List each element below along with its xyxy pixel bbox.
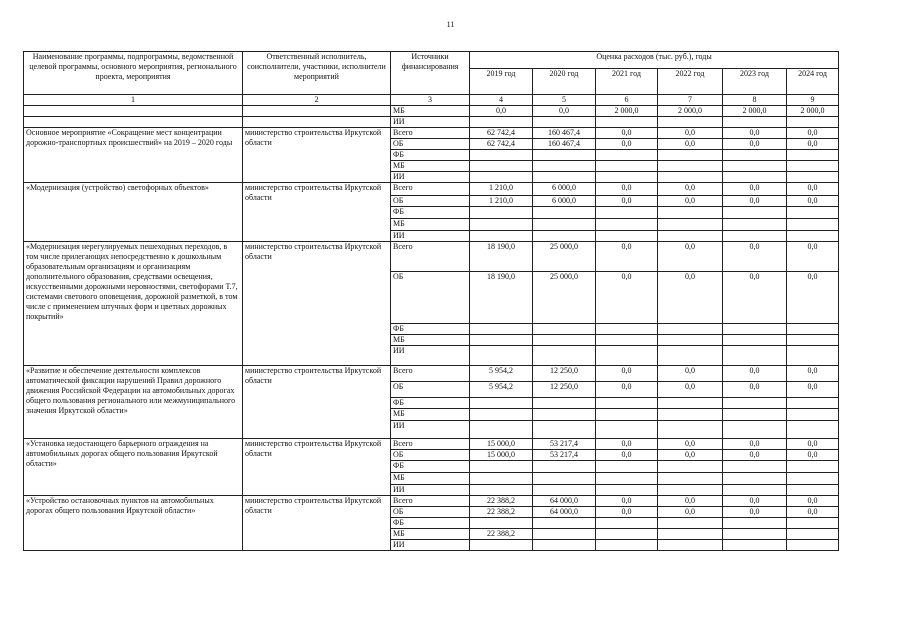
value-cell — [658, 346, 723, 366]
value-cell — [723, 117, 787, 128]
value-cell — [596, 335, 658, 346]
value-cell: 0,0 — [787, 183, 839, 196]
value-cell — [723, 518, 787, 529]
source-cell: МБ — [391, 529, 470, 540]
source-cell: МБ — [391, 161, 470, 172]
value-cell — [787, 324, 839, 335]
measure-name: «Развитие и обеспечение деятельности комплексов автоматической фиксации нарушений Правил дорожного движения Российской Федерации на автомобильных дорогах общего пользования регионального или межмуниципального значения Иркутской области» — [24, 366, 243, 439]
source-cell: ОБ — [391, 450, 470, 461]
column-number: 6 — [596, 95, 658, 106]
value-cell: 22 388,2 — [470, 496, 533, 507]
value-cell: 160 467,4 — [533, 128, 596, 139]
value-cell — [787, 473, 839, 485]
value-cell: 0,0 — [596, 366, 658, 382]
value-cell — [470, 219, 533, 231]
value-cell — [470, 324, 533, 335]
value-cell — [470, 207, 533, 219]
value-cell — [787, 518, 839, 529]
value-cell — [723, 540, 787, 551]
value-cell — [787, 461, 839, 473]
source-cell: МБ — [391, 409, 470, 421]
page-number: 11 — [446, 20, 455, 29]
value-cell: 2 000,0 — [787, 106, 839, 117]
value-cell — [470, 473, 533, 485]
value-cell: 25 000,0 — [533, 272, 596, 324]
source-cell: ИИ — [391, 346, 470, 366]
value-cell: 0,0 — [723, 507, 787, 518]
value-cell: 0,0 — [787, 507, 839, 518]
value-cell — [533, 540, 596, 551]
value-cell — [470, 409, 533, 421]
value-cell: 0,0 — [787, 382, 839, 398]
value-cell — [787, 161, 839, 172]
value-cell — [470, 161, 533, 172]
header-year: 2022 год — [658, 69, 723, 95]
value-cell: 15 000,0 — [470, 439, 533, 450]
source-cell: ФБ — [391, 518, 470, 529]
source-cell: ОБ — [391, 196, 470, 207]
value-cell — [723, 485, 787, 496]
value-cell: 0,0 — [787, 139, 839, 150]
value-cell — [658, 117, 723, 128]
column-number: 9 — [787, 95, 839, 106]
value-cell — [787, 207, 839, 219]
value-cell — [596, 219, 658, 231]
measure-executor: министерство строительства Иркутской области — [243, 128, 391, 183]
value-cell — [533, 231, 596, 242]
value-cell: 22 388,2 — [470, 507, 533, 518]
header-year: 2019 год — [470, 69, 533, 95]
value-cell — [658, 409, 723, 421]
value-cell — [723, 346, 787, 366]
value-cell: 0,0 — [787, 242, 839, 272]
source-cell: ФБ — [391, 207, 470, 219]
value-cell — [533, 409, 596, 421]
name-cell — [24, 117, 243, 128]
value-cell — [470, 421, 533, 439]
value-cell — [787, 172, 839, 183]
value-cell — [658, 540, 723, 551]
header-estimate: Оценка расходов (тыс. руб.), годы — [470, 52, 839, 69]
value-cell — [533, 219, 596, 231]
value-cell — [596, 172, 658, 183]
source-cell: МБ — [391, 473, 470, 485]
table-row — [24, 183, 839, 196]
value-cell — [723, 421, 787, 439]
value-cell: 22 388,2 — [470, 529, 533, 540]
table-row — [24, 366, 839, 382]
value-cell — [596, 346, 658, 366]
value-cell — [658, 324, 723, 335]
value-cell: 160 467,4 — [533, 139, 596, 150]
value-cell — [470, 461, 533, 473]
value-cell — [723, 398, 787, 409]
value-cell: 0,0 — [787, 196, 839, 207]
value-cell: 0,0 — [658, 507, 723, 518]
value-cell: 0,0 — [723, 242, 787, 272]
value-cell — [658, 518, 723, 529]
value-cell — [533, 117, 596, 128]
value-cell — [533, 398, 596, 409]
measure-name: «Модернизация нерегулируемых пешеходных переходов, в том числе прилегающих непосредственно к дошкольным образовательным организациям и организациям дополнительного образования, средствами освещения, искусственными дорожными неровностями, светофорами Т.7, системами светового оповещения, дорожной разметкой, в том числе с применением штучных форм и цветных дорожных покрытий» — [24, 242, 243, 366]
value-cell: 0,0 — [596, 382, 658, 398]
value-cell — [787, 485, 839, 496]
value-cell — [787, 219, 839, 231]
value-cell: 0,0 — [658, 382, 723, 398]
source-cell: ФБ — [391, 461, 470, 473]
source-cell: ИИ — [391, 231, 470, 242]
value-cell: 64 000,0 — [533, 507, 596, 518]
value-cell: 0,0 — [723, 496, 787, 507]
measure-executor: министерство строительства Иркутской области — [243, 183, 391, 242]
value-cell: 0,0 — [596, 196, 658, 207]
name-cell — [24, 106, 243, 117]
value-cell: 0,0 — [787, 450, 839, 461]
column-number: 2 — [243, 95, 391, 106]
value-cell — [596, 117, 658, 128]
column-number: 8 — [723, 95, 787, 106]
source-cell: МБ — [391, 219, 470, 231]
value-cell — [596, 324, 658, 335]
measure-name: Основное мероприятие «Сокращение мест концентрации дорожно-транспортных происшествий» на 2019 – 2020 годы — [24, 128, 243, 183]
value-cell: 0,0 — [723, 139, 787, 150]
value-cell — [533, 473, 596, 485]
value-cell — [658, 231, 723, 242]
table-row — [24, 128, 839, 139]
value-cell — [470, 398, 533, 409]
source-cell: ФБ — [391, 324, 470, 335]
value-cell: 25 000,0 — [533, 242, 596, 272]
value-cell — [533, 421, 596, 439]
value-cell — [658, 529, 723, 540]
value-cell: 1 210,0 — [470, 183, 533, 196]
value-cell: 0,0 — [723, 128, 787, 139]
value-cell — [723, 207, 787, 219]
source-cell: ИИ — [391, 485, 470, 496]
value-cell — [533, 161, 596, 172]
value-cell — [787, 540, 839, 551]
value-cell: 53 217,4 — [533, 439, 596, 450]
table-row — [24, 439, 839, 450]
value-cell — [658, 421, 723, 439]
value-cell — [470, 485, 533, 496]
source-cell: Всего — [391, 366, 470, 382]
value-cell: 12 250,0 — [533, 382, 596, 398]
value-cell — [470, 518, 533, 529]
expense-table — [23, 51, 839, 551]
value-cell — [533, 346, 596, 366]
value-cell — [658, 150, 723, 161]
value-cell — [787, 421, 839, 439]
value-cell — [470, 172, 533, 183]
value-cell — [596, 161, 658, 172]
value-cell — [470, 346, 533, 366]
value-cell: 0,0 — [658, 196, 723, 207]
value-cell — [658, 161, 723, 172]
header-year: 2023 год — [723, 69, 787, 95]
value-cell: 0,0 — [723, 382, 787, 398]
value-cell — [723, 461, 787, 473]
value-cell — [723, 335, 787, 346]
value-cell — [787, 150, 839, 161]
value-cell — [596, 485, 658, 496]
value-cell — [533, 518, 596, 529]
value-cell — [658, 473, 723, 485]
value-cell — [533, 485, 596, 496]
value-cell — [470, 540, 533, 551]
table-row — [24, 496, 839, 507]
value-cell: 18 190,0 — [470, 272, 533, 324]
column-number: 5 — [533, 95, 596, 106]
value-cell — [723, 172, 787, 183]
value-cell: 6 000,0 — [533, 196, 596, 207]
value-cell — [787, 231, 839, 242]
value-cell — [596, 421, 658, 439]
executor-cell — [243, 106, 391, 117]
value-cell — [787, 409, 839, 421]
value-cell: 0,0 — [658, 183, 723, 196]
value-cell — [596, 473, 658, 485]
value-cell — [533, 461, 596, 473]
value-cell: 0,0 — [658, 439, 723, 450]
value-cell — [658, 398, 723, 409]
value-cell — [787, 398, 839, 409]
source-cell: МБ — [391, 335, 470, 346]
value-cell: 15 000,0 — [470, 450, 533, 461]
value-cell — [470, 231, 533, 242]
value-cell: 0,0 — [658, 366, 723, 382]
value-cell — [787, 335, 839, 346]
value-cell: 0,0 — [723, 183, 787, 196]
value-cell — [470, 150, 533, 161]
header-executor: Ответственный исполнитель, соисполнители, участники, исполнители мероприятий — [243, 52, 391, 95]
value-cell: 0,0 — [596, 496, 658, 507]
table-row — [24, 117, 839, 128]
value-cell — [533, 324, 596, 335]
source-cell: ОБ — [391, 272, 470, 324]
value-cell: 0,0 — [787, 496, 839, 507]
value-cell: 0,0 — [596, 128, 658, 139]
value-cell: 5 954,2 — [470, 366, 533, 382]
value-cell — [596, 207, 658, 219]
header-sources: Источники финансирования — [391, 52, 470, 95]
value-cell — [596, 409, 658, 421]
value-cell: 0,0 — [596, 272, 658, 324]
value-cell — [723, 473, 787, 485]
value-cell: 0,0 — [787, 128, 839, 139]
value-cell — [723, 409, 787, 421]
value-cell — [787, 529, 839, 540]
source-cell: МБ — [391, 106, 470, 117]
source-cell: Всего — [391, 128, 470, 139]
value-cell — [596, 231, 658, 242]
value-cell: 6 000,0 — [533, 183, 596, 196]
value-cell: 0,0 — [658, 242, 723, 272]
value-cell: 0,0 — [787, 439, 839, 450]
value-cell — [533, 150, 596, 161]
source-cell: ОБ — [391, 507, 470, 518]
table-row — [24, 242, 839, 272]
column-number: 4 — [470, 95, 533, 106]
value-cell: 0,0 — [658, 139, 723, 150]
source-cell: Всего — [391, 496, 470, 507]
value-cell — [723, 324, 787, 335]
value-cell — [596, 398, 658, 409]
value-cell: 0,0 — [596, 183, 658, 196]
value-cell: 0,0 — [658, 450, 723, 461]
measure-executor: министерство строительства Иркутской области — [243, 242, 391, 366]
value-cell: 0,0 — [723, 366, 787, 382]
value-cell — [658, 461, 723, 473]
source-cell: ФБ — [391, 398, 470, 409]
value-cell — [787, 117, 839, 128]
value-cell: 0,0 — [596, 507, 658, 518]
value-cell: 5 954,2 — [470, 382, 533, 398]
header-name: Наименование программы, подпрограммы, ведомственной целевой программы, основного мероприятия, регионального проекта, мероприятия — [24, 52, 243, 95]
value-cell: 1 210,0 — [470, 196, 533, 207]
value-cell — [723, 219, 787, 231]
value-cell: 0,0 — [723, 439, 787, 450]
value-cell — [533, 529, 596, 540]
header-year: 2024 год — [787, 69, 839, 95]
value-cell — [596, 540, 658, 551]
value-cell: 2 000,0 — [723, 106, 787, 117]
measure-name: «Установка недостающего барьерного ограждения на автомобильных дорогах общего пользования Иркутской области» — [24, 439, 243, 496]
source-cell: Всего — [391, 439, 470, 450]
value-cell: 0,0 — [470, 106, 533, 117]
value-cell: 2 000,0 — [658, 106, 723, 117]
value-cell — [596, 150, 658, 161]
executor-cell — [243, 117, 391, 128]
value-cell: 0,0 — [596, 439, 658, 450]
value-cell: 0,0 — [533, 106, 596, 117]
source-cell: Всего — [391, 183, 470, 196]
source-cell: ИИ — [391, 421, 470, 439]
value-cell — [658, 335, 723, 346]
value-cell: 62 742,4 — [470, 128, 533, 139]
value-cell: 0,0 — [658, 128, 723, 139]
value-cell — [658, 207, 723, 219]
value-cell: 0,0 — [596, 139, 658, 150]
value-cell — [533, 207, 596, 219]
value-cell: 18 190,0 — [470, 242, 533, 272]
measure-executor: министерство строительства Иркутской области — [243, 366, 391, 439]
value-cell — [723, 150, 787, 161]
measure-name: «Модернизация (устройство) светофорных объектов» — [24, 183, 243, 242]
value-cell — [658, 485, 723, 496]
column-number: 1 — [24, 95, 243, 106]
value-cell: 0,0 — [723, 450, 787, 461]
measure-executor: министерство строительства Иркутской области — [243, 439, 391, 496]
measure-executor: министерство строительства Иркутской области — [243, 496, 391, 551]
value-cell: 0,0 — [658, 496, 723, 507]
source-cell: ИИ — [391, 172, 470, 183]
value-cell: 64 000,0 — [533, 496, 596, 507]
value-cell — [723, 529, 787, 540]
value-cell: 0,0 — [723, 272, 787, 324]
value-cell: 0,0 — [723, 196, 787, 207]
value-cell: 0,0 — [596, 450, 658, 461]
value-cell: 0,0 — [596, 242, 658, 272]
value-cell — [723, 161, 787, 172]
value-cell: 0,0 — [658, 272, 723, 324]
value-cell — [596, 461, 658, 473]
value-cell: 2 000,0 — [596, 106, 658, 117]
value-cell — [596, 529, 658, 540]
value-cell — [723, 231, 787, 242]
value-cell — [658, 172, 723, 183]
source-cell: ИИ — [391, 540, 470, 551]
source-cell: ОБ — [391, 382, 470, 398]
value-cell: 0,0 — [787, 272, 839, 324]
value-cell: 0,0 — [787, 366, 839, 382]
value-cell — [596, 518, 658, 529]
value-cell — [658, 219, 723, 231]
table-row — [24, 106, 839, 117]
source-cell: ИИ — [391, 117, 470, 128]
value-cell: 53 217,4 — [533, 450, 596, 461]
column-number: 7 — [658, 95, 723, 106]
source-cell: Всего — [391, 242, 470, 272]
source-cell: ОБ — [391, 139, 470, 150]
value-cell — [787, 346, 839, 366]
header-year: 2020 год — [533, 69, 596, 95]
value-cell — [533, 335, 596, 346]
measure-name: «Устройство остановочных пунктов на автомобильных дорогах общего пользования Иркутской области» — [24, 496, 243, 551]
value-cell: 12 250,0 — [533, 366, 596, 382]
value-cell — [470, 335, 533, 346]
value-cell: 62 742,4 — [470, 139, 533, 150]
value-cell — [533, 172, 596, 183]
source-cell: ФБ — [391, 150, 470, 161]
value-cell — [470, 117, 533, 128]
header-year: 2021 год — [596, 69, 658, 95]
column-number: 3 — [391, 95, 470, 106]
